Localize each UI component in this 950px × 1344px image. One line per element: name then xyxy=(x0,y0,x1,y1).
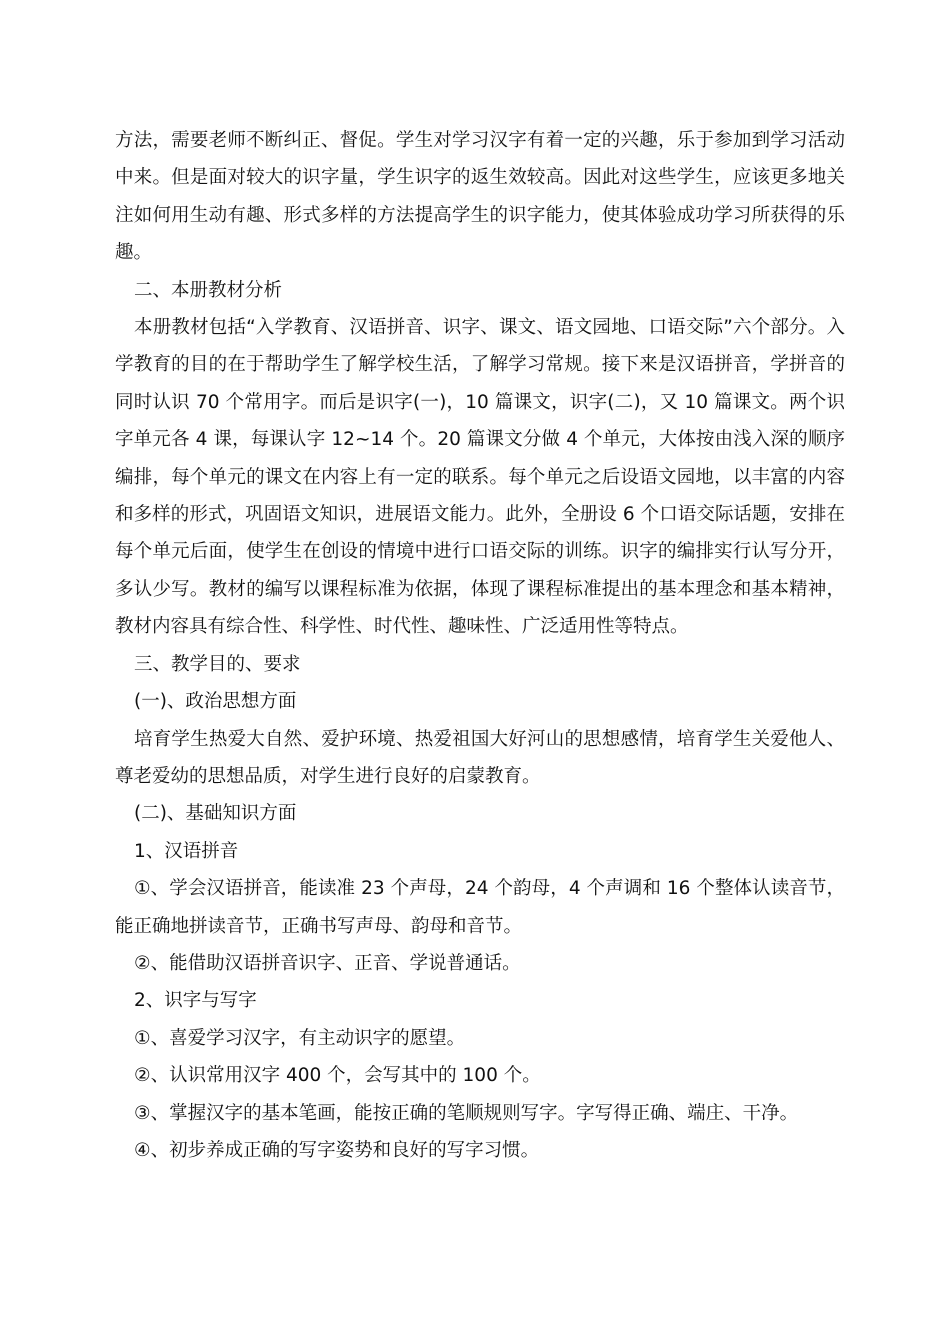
document-body xyxy=(115,122,845,1169)
section-heading-textbook-analysis: 二、本册教材分析 xyxy=(134,279,283,301)
paragraph-intro-continuation: 方法，需要老师不断纠正、督促。学生对学习汉字有着一定的兴趣，乐于参加到学习活动中来。但是面对较大的识字量，学生识字的返生效较高。因此对这些学生，应该更多地关注如何用生动有趣、形式多样的方法提高学生的识字能力，使其体验成功学习所获得的乐趣。 xyxy=(115,130,845,264)
subheading-basic-knowledge: (二)、基础知识方面 xyxy=(134,803,297,825)
list-item-pinyin-1: ①、学会汉语拼音，能读准 23 个声母，24 个韵母，4 个声调和 16 个整体认读音节，能正确地拼读音节，正确书写声母、韵母和音节。 xyxy=(115,878,845,937)
list-item-literacy-3: ③、掌握汉字的基本笔画，能按正确的笔顺规则写字。字写得正确、端庄、干净。 xyxy=(134,1102,799,1124)
section-heading-teaching-goals: 三、教学目的、要求 xyxy=(134,653,301,675)
subheading-political-thought: (一)、政治思想方面 xyxy=(134,691,297,713)
item-heading-pinyin: 1、汉语拼音 xyxy=(134,840,239,862)
item-heading-literacy-writing: 2、识字与写字 xyxy=(134,990,257,1012)
list-item-literacy-1: ①、喜爱学习汉字，有主动识字的愿望。 xyxy=(134,1027,466,1049)
paragraph-textbook-analysis: 本册教材包括“入学教育、汉语拼音、识字、课文、语文园地、口语交际”六个部分。入学教育的目的在于帮助学生了解学校生活，了解学习常规。接下来是汉语拼音，学拼音的同时认识 70 个常用字。而后是识字(一)，10 篇课文，识字(二)，又 10 篇课文。两个识字单元各 4 课，每课认字 12~14 个。20 篇课文分做 4 个单元，大体按由浅入深的顺序编排，每个单元的课文在内容上有一定的联系。每个单元之后设语文园地，以丰富的内容和多样的形式，巩固语文知识，进展语文能力。此外，全册设 6 个口语交际话题，安排在每个单元后面，使学生在创设的情境中进行口语交际的训练。识字的编排实行认写分开，多认少写。教材的编写以课程标准为依据，体现了课程标准提出的基本理念和基本精神，教材内容具有综合性、科学性、时代性、趣味性、广泛适用性等特点。 xyxy=(115,317,845,638)
list-item-literacy-4: ④、初步养成正确的写字姿势和良好的写字习惯。 xyxy=(134,1139,540,1161)
paragraph-political-thought: 培育学生热爱大自然、爱护环境、热爱祖国大好河山的思想感情，培育学生关爱他人、尊老爱幼的思想品质，对学生进行良好的启蒙教育。 xyxy=(115,728,845,787)
list-item-literacy-2: ②、认识常用汉字 400 个，会写其中的 100 个。 xyxy=(134,1065,541,1087)
list-item-pinyin-2: ②、能借助汉语拼音识字、正音、学说普通话。 xyxy=(134,952,521,974)
